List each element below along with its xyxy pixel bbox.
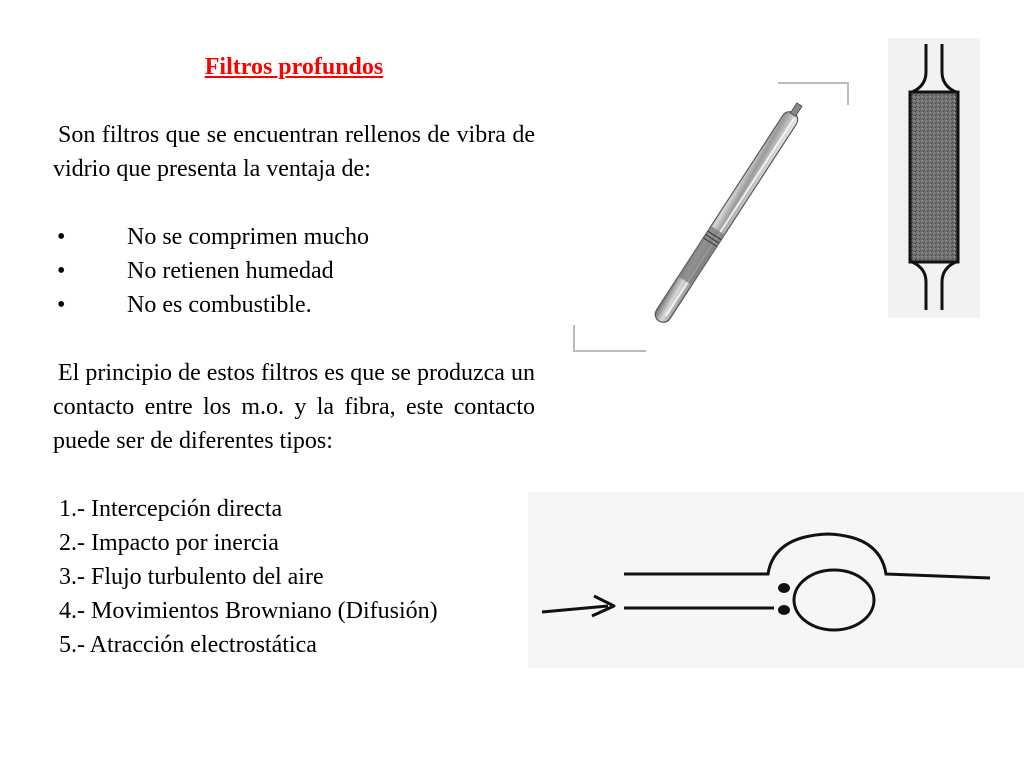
contact-type-item: 4.- Movimientos Browniano (Difusión)	[59, 598, 438, 624]
advantage-text: No es combustible.	[127, 292, 312, 318]
advantage-item	[53, 254, 535, 288]
principle-paragraph: El principio de estos filtros es que se produzca un contacto entre los m.o. y la fibra, este contacto puede ser de diferentes tipos:	[53, 360, 535, 454]
contact-type-item: 2.- Impacto por inercia	[59, 530, 279, 556]
particle-dot	[778, 583, 790, 593]
interception-diagram	[528, 492, 1024, 668]
advantage-item	[53, 220, 535, 254]
tube-tip	[790, 103, 802, 116]
spacer	[53, 322, 535, 356]
contact-type-item: 3.- Flujo turbulento del aire	[59, 564, 324, 590]
frame-corner-top-right	[778, 83, 848, 105]
intro-paragraph: Son filtros que se encuentran rellenos de vibra de vidrio que presenta la ventaja de:	[53, 122, 535, 182]
advantage-text: No se comprimen mucho	[127, 224, 369, 250]
advantage-item	[53, 288, 535, 322]
spacer	[53, 186, 535, 220]
slide-title: Filtros profundos	[204, 54, 384, 80]
contact-types-list	[53, 492, 535, 662]
contact-type-item: 5.- Atracción electrostática	[59, 632, 317, 658]
depth-filter-cartridge-image	[888, 38, 980, 318]
advantages-list	[53, 220, 535, 322]
spacer	[53, 458, 535, 492]
text-column	[53, 50, 535, 662]
bullet-icon: •	[57, 224, 66, 250]
bullet-icon: •	[57, 258, 66, 284]
bullet-icon: •	[57, 292, 66, 318]
particle-dot	[778, 605, 790, 615]
advantage-text: No retienen humedad	[127, 258, 334, 284]
frame-corner-bottom-left	[574, 325, 646, 351]
contact-type-item: 1.- Intercepción directa	[59, 496, 283, 522]
tube-filter-section	[678, 226, 724, 285]
glass-tube-filter-image	[570, 75, 852, 355]
